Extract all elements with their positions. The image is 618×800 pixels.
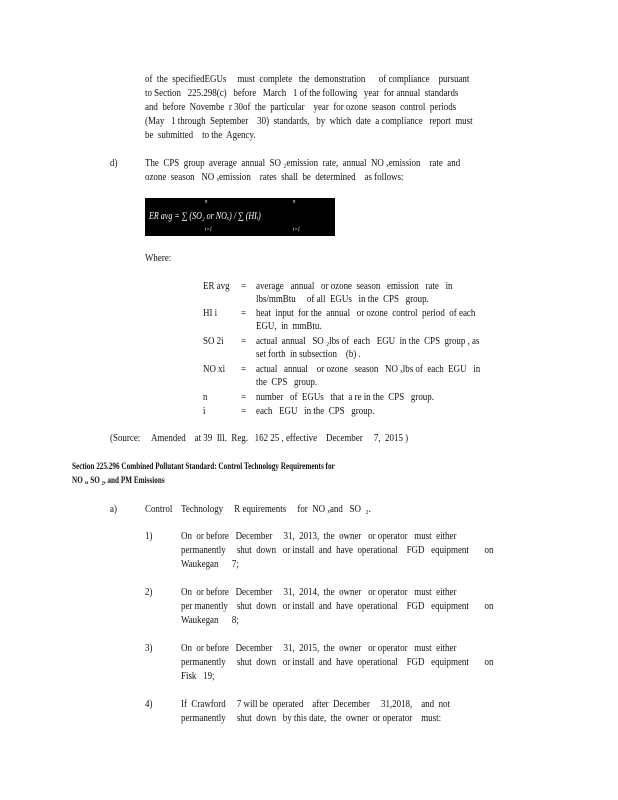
intro-line: of the specifiedEGUs must complete the demonstration of compliance pursuant xyxy=(145,74,470,85)
sub-item-line: On or before December 31, 2015, the owner or operator must either xyxy=(181,643,457,654)
sub-item-line: permanently shut down or install and have operational FGD equipment on xyxy=(181,545,494,556)
sub-item-line: On or before December 31, 2014, the owner or operator must either xyxy=(181,587,457,598)
sub-item-label: 1) xyxy=(145,531,153,542)
intro-line: (May 1 through September 30) standards, by which date a compliance report must xyxy=(145,116,473,127)
definition-equals: = xyxy=(241,406,247,417)
definition-term: i xyxy=(203,406,206,417)
formula-sum-bottom: i=1 xyxy=(205,227,212,233)
sub-item-line: If Crawford 7 will be operated after December 31,2018, and not xyxy=(181,699,450,710)
item-a-text: Control Technology R equirements for NO ₓand SO ₂. xyxy=(145,504,371,515)
definition-text: the CPS group. xyxy=(256,377,318,388)
item-a-label: a) xyxy=(110,504,117,515)
formula-sum-top: n xyxy=(205,199,208,205)
sub-item-line: Waukegan 7; xyxy=(181,559,239,570)
section-heading-line1: Section 225.296 Combined Pollutant Standard: Control Technology Requirements for xyxy=(72,461,335,471)
definition-term: n xyxy=(203,392,208,403)
definition-equals: = xyxy=(241,281,247,292)
sub-item-line: permanently shut down by this date, the owner or operator must: xyxy=(181,713,442,724)
section-heading-line2: NO ₓ, SO ₂, and PM Emissions xyxy=(72,475,165,485)
item-d-line: The CPS group average annual SO ₂emission rate, annual NO ₓemission rate and xyxy=(145,158,461,169)
sub-item-line: Fisk 19; xyxy=(181,671,215,682)
formula-sum-top: n xyxy=(293,199,296,205)
intro-line: be submitted to the Agency. xyxy=(145,130,256,141)
definition-text: set forth in subsection (b) . xyxy=(256,349,361,360)
definition-text: actual annual SO ₂lbs of each EGU in the CPS group , as xyxy=(256,336,480,347)
definition-text: lbs/mmBtu of all EGUs in the CPS group. xyxy=(256,294,429,305)
item-d-line: ozone season NO ₓemission rates shall be determined as follows: xyxy=(145,172,404,183)
definition-equals: = xyxy=(241,392,247,403)
definition-text: actual annual or ozone season NO ₓlbs of each EGU in xyxy=(256,364,481,375)
formula-sum-bottom: i=1 xyxy=(293,227,300,233)
definition-term: ER avg xyxy=(203,281,230,292)
definition-term: HI i xyxy=(203,308,218,319)
definition-term: SO 2i xyxy=(203,336,224,347)
item-d-label: d) xyxy=(110,158,118,169)
sub-item-line: Waukegan 8; xyxy=(181,615,239,626)
definition-text: heat input for the annual or ozone control period of each xyxy=(256,308,476,319)
definition-equals: = xyxy=(241,364,247,375)
intro-line: and before Novembe r 30of the particular year for ozone season control periods xyxy=(145,102,457,113)
sub-item-label: 4) xyxy=(145,699,153,710)
where-label: Where: xyxy=(145,253,172,264)
definition-text: each EGU in the CPS group. xyxy=(256,406,375,417)
definition-equals: = xyxy=(241,308,247,319)
definition-text: EGU, in mmBtu. xyxy=(256,321,322,332)
sub-item-label: 2) xyxy=(145,587,153,598)
definition-equals: = xyxy=(241,336,247,347)
sub-item-line: permanently shut down or install and have operational FGD equipment on xyxy=(181,657,494,668)
intro-line: to Section 225.298(c) before March 1 of the following year for annual standards xyxy=(145,88,459,99)
definition-term: NO xi xyxy=(203,364,226,375)
formula-image xyxy=(145,198,335,236)
sub-item-line: per manently shut down or install and have operational FGD equipment on xyxy=(181,601,494,612)
sub-item-line: On or before December 31, 2013, the owner or operator must either xyxy=(181,531,457,542)
definition-text: number of EGUs that a re in the CPS group. xyxy=(256,392,434,403)
sub-item-label: 3) xyxy=(145,643,153,654)
formula-text: ER avg = ∑ (SO₂ or NOₓ) / ∑ (HIᵢ) xyxy=(149,211,261,222)
definition-text: average annual or ozone season emission rate in xyxy=(256,281,453,292)
source-note: (Source: Amended at 39 Ill. Reg. 162 25 , effective December 7, 2015 ) xyxy=(110,433,409,444)
